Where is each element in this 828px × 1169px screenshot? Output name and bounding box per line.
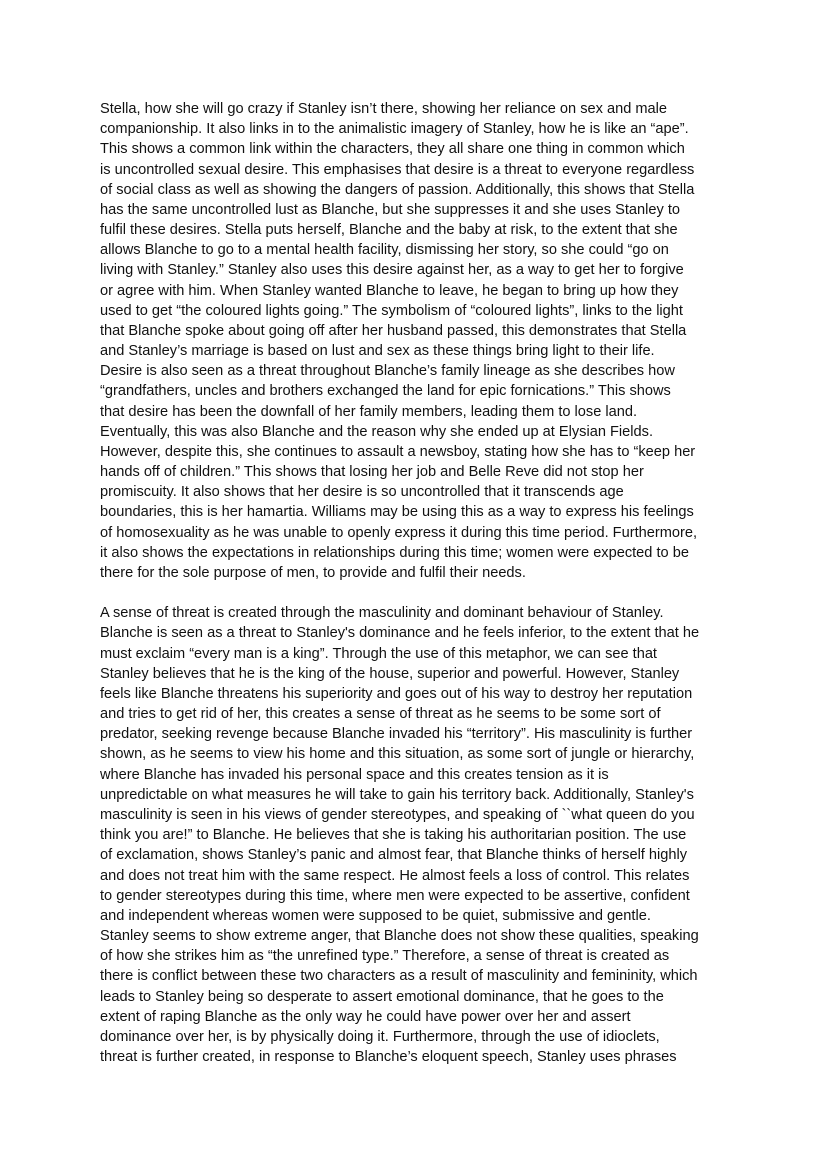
text-line: extent of raping Blanche as the only way he could have power over her and assert	[100, 1008, 631, 1025]
text-line: is uncontrolled sexual desire. This emphasises that desire is a threat to everyone regardless	[100, 161, 695, 178]
text-line: must exclaim “every man is a king”. Through the use of this metaphor, we can see that	[100, 645, 657, 662]
text-line: used to get “the coloured lights going.” The symbolism of “coloured lights”, links to the light	[100, 302, 683, 319]
text-line: has the same uncontrolled lust as Blanche, but she suppresses it and she uses Stanley to	[100, 201, 681, 218]
text-line: think you are!” to Blanche. He believes that she is taking his authoritarian position. The use	[100, 827, 687, 844]
text-line: of social class as well as showing the dangers of passion. Additionally, this shows that Stella	[100, 181, 695, 198]
document-body	[100, 99, 740, 1067]
text-line: feels like Blanche threatens his superiority and goes out of his way to destroy her reputation	[100, 685, 693, 702]
text-line: to gender stereotypes during this time, where men were expected to be assertive, confident	[100, 887, 690, 904]
text-line: Desire is also seen as a threat throughout Blanche’s family lineage as she describes how	[100, 363, 675, 380]
text-line: where Blanche has invaded his personal space and this creates tension as it is	[100, 766, 609, 783]
text-line: threat is further created, in response to Blanche’s eloquent speech, Stanley uses phrases	[100, 1049, 677, 1066]
text-line: that Blanche spoke about going off after her husband passed, this demonstrates that Stella	[100, 322, 687, 339]
text-line: This shows a common link within the characters, they all share one thing in common which	[100, 141, 685, 158]
text-line: Stanley believes that he is the king of the house, superior and powerful. However, Stanley	[100, 665, 680, 682]
text-line: living with Stanley.” Stanley also uses this desire against her, as a way to get her to forgive	[100, 262, 684, 279]
text-line: and does not treat him with the same respect. He almost feels a loss of control. This relates	[100, 867, 690, 884]
text-line: masculinity is seen in his views of gender stereotypes, and speaking of ``what queen do you	[100, 807, 695, 823]
text-line: that desire has been the downfall of her family members, leading them to lose land.	[100, 403, 638, 420]
text-line: of homosexuality as he was unable to openly express it during this time period. Furthermore,	[100, 524, 698, 541]
text-line: dominance over her, is by physically doing it. Furthermore, through the use of idioclets,	[100, 1028, 660, 1045]
text-line: or agree with him. When Stanley wanted Blanche to leave, he began to bring up how they	[100, 282, 679, 299]
paragraph-threat-masculinity	[100, 603, 740, 1067]
paragraph-desire	[100, 99, 740, 583]
text-line: unpredictable on what measures he will take to gain his territory back. Additionally, Stanley's	[100, 786, 694, 803]
text-line: “grandfathers, uncles and brothers exchanged the land for epic fornications.” This shows	[100, 383, 671, 400]
text-line: predator, seeking revenge because Blanche invaded his “territory”. His masculinity is further	[100, 726, 693, 743]
text-line: of how she strikes him as “the unrefined type.” Therefore, a sense of threat is created as	[100, 948, 670, 965]
text-line: of exclamation, shows Stanley’s panic and almost fear, that Blanche thinks of herself highly	[100, 847, 688, 864]
text-line: there for the sole purpose of men, to provide and fulfil their needs.	[100, 564, 526, 581]
text-line: Eventually, this was also Blanche and the reason why she ended up at Elysian Fields.	[100, 423, 653, 440]
text-line: and tries to get rid of her, this creates a sense of threat as he seems to be some sort of	[100, 706, 661, 723]
text-line: boundaries, this is her hamartia. Williams may be using this as a way to express his feelings	[100, 504, 694, 521]
text-line: Stella, how she will go crazy if Stanley isn’t there, showing her reliance on sex and male	[100, 101, 668, 117]
text-line: promiscuity. It also shows that her desire is so uncontrolled that it transcends age	[100, 484, 624, 501]
text-line: Blanche is seen as a threat to Stanley's dominance and he feels inferior, to the extent that he	[100, 625, 700, 642]
text-line: and independent whereas women were supposed to be quiet, submissive and gentle.	[100, 907, 651, 924]
text-line: fulfil these desires. Stella puts herself, Blanche and the baby at risk, to the extent that she	[100, 222, 678, 239]
text-line: Stanley seems to show extreme anger, that Blanche does not show these qualities, speaking	[100, 928, 699, 945]
text-line: shown, as he seems to view his home and this situation, as some sort of jungle or hierarchy,	[100, 746, 695, 763]
text-line: leads to Stanley being so desperate to assert emotional dominance, that he goes to the	[100, 988, 664, 1005]
text-line: companionship. It also links in to the animalistic imagery of Stanley, how he is like an “ape”.	[100, 121, 689, 138]
text-line: it also shows the expectations in relationships during this time; women were expected to be	[100, 544, 689, 561]
text-line: and Stanley’s marriage is based on lust and sex as these things bring light to their life.	[100, 343, 655, 360]
text-line: hands off of children.” This shows that losing her job and Belle Reve did not stop her	[100, 464, 644, 481]
text-line: there is conflict between these two characters as a result of masculinity and femininity, which	[100, 968, 698, 985]
text-line: allows Blanche to go to a mental health facility, dismissing her story, so she could “go on	[100, 242, 669, 259]
text-line: However, despite this, she continues to assault a newsboy, stating how she has to “keep her	[100, 443, 696, 460]
text-line: A sense of threat is created through the masculinity and dominant behaviour of Stanley.	[100, 605, 664, 622]
